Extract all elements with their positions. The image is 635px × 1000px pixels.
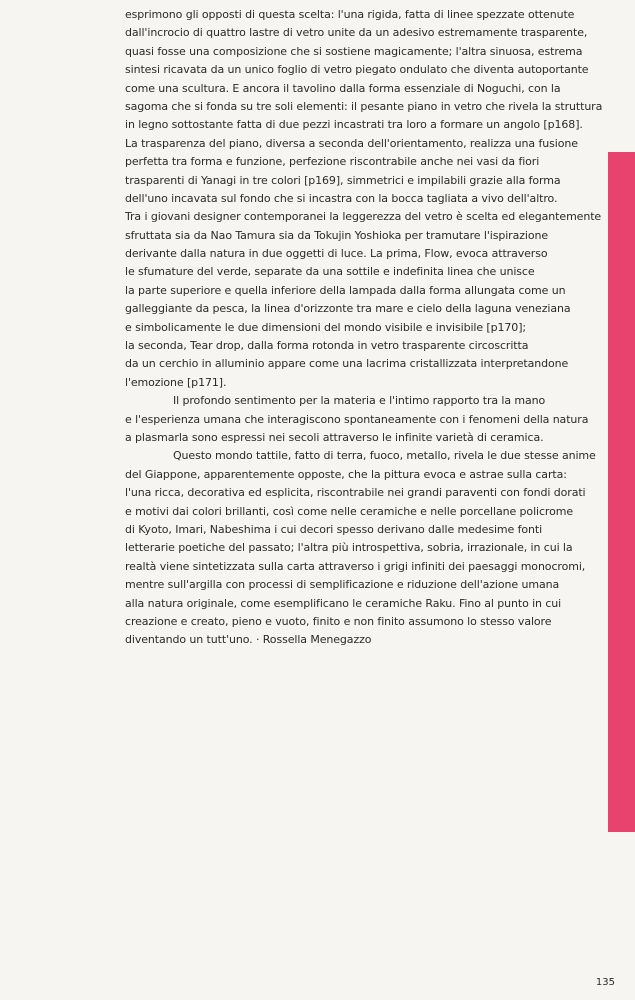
text-line: alla natura originale, come esemplificano le ceramiche Raku. Fino al punto in cui [125, 596, 562, 610]
text-line: da un cerchio in alluminio appare come una lacrima cristallizzata interpretandone [125, 357, 569, 371]
text-line: esprimono gli opposti di questa scelta: l'una rigida, fatta di linee spezzate ottenute [125, 8, 575, 21]
text-line: Tra i giovani designer contemporanei la leggerezza del vetro è scelta ed elegantemente [125, 210, 602, 224]
text-line: dell'uno incavata sul fondo che si incastra con la bocca tagliata a vivo dell'altro. [125, 191, 558, 205]
text-line: dall'incrocio di quattro lastre di vetro unite da un adesivo estremamente trasparente, [125, 26, 588, 40]
author-signature-line: diventando un tutt'uno. · Rossella Menegazzo [125, 633, 372, 647]
text-line: e l'esperienza umana che interagiscono spontaneamente con i fenomeni della natura [125, 412, 589, 426]
text-line: e motivi dai colori brillanti, così come nelle ceramiche e nelle porcellane policrome [125, 504, 574, 518]
paragraph-first-line: Il profondo sentimento per la materia e l'intimo rapporto tra la mano [173, 394, 546, 408]
text-line: la parte superiore e quella inferiore della lampada dalla forma allungata come un [125, 283, 566, 297]
text-line: sintesi ricavata da un unico foglio di vetro piegato ondulato che diventa autoportante [125, 63, 589, 77]
text-line: di Kyoto, Imari, Nabeshima i cui decori spesso derivano dalle medesime fonti [125, 522, 543, 536]
text-line: creazione e creato, pieno e vuoto, finito e non finito assumono lo stesso valore [125, 614, 552, 628]
pink-edge-strip [608, 152, 635, 832]
text-line: come una scultura. E ancora il tavolino dalla forma essenziale di Noguchi, con la [125, 81, 561, 95]
text-line: a plasmarla sono espressi nei secoli attraverso le infinite varietà di ceramica. [125, 430, 544, 444]
text-line: l'una ricca, decorativa ed esplicita, riscontrabile nei grandi paraventi con fondi dorati [125, 486, 586, 500]
text-line: e simbolicamente le due dimensioni del mondo visibile e invisibile [p170]; [125, 320, 526, 334]
text-line: la seconda, Tear drop, dalla forma rotonda in vetro trasparente circoscritta [125, 339, 529, 353]
text-line: realtà viene sintetizzata sulla carta attraverso i grigi infiniti dei paesaggi monocromi, [125, 559, 586, 573]
text-line: le sfumature del verde, separate da una sottile e indefinita linea che unisce [125, 265, 535, 279]
text-line: derivante dalla natura in due oggetti di luce. La prima, Flow, evoca attraverso [125, 247, 548, 261]
text-line: sagoma che si fonda su tre soli elementi: il pesante piano in vetro che rivela la struttura [125, 99, 603, 113]
text-line: sfruttata sia da Nao Tamura sia da Tokujin Yoshioka per tramutare l'ispirazione [125, 228, 549, 242]
text-line: letterarie poetiche del passato; l'altra più introspettiva, sobria, irrazionale, in cui la [125, 541, 573, 555]
paragraph-first-line: Questo mondo tattile, fatto di terra, fuoco, metallo, rivela le due stesse anime [173, 449, 596, 463]
page-number: 135 [595, 977, 615, 988]
text-line: l'emozione [p171]. [125, 375, 227, 389]
text-line: perfetta tra forma e funzione, perfezione riscontrabile anche nei vasi da fiori [125, 155, 540, 169]
text-line: trasparenti di Yanagi in tre colori [p169], simmetrici e impilabili grazie alla forma [125, 173, 561, 187]
text-line: La trasparenza del piano, diversa a seconda dell'orientamento, realizza una fusione [125, 136, 578, 150]
text-line: del Giappone, apparentemente opposte, che la pittura evoca e astrae sulla carta: [125, 467, 567, 481]
text-line: galleggiante da pesca, la linea d'orizzonte tra mare e cielo della laguna veneziana [125, 302, 571, 316]
text-line: mentre sull'argilla con processi di semplificazione e riduzione dell'azione umana [125, 578, 560, 592]
text-line: in legno sottostante fatta di due pezzi incastrati tra loro a formare un angolo [p168]. [125, 118, 583, 132]
text-line: quasi fosse una composizione che si sostiene magicamente; l'altra sinuosa, estrema [125, 44, 583, 58]
body-text [125, 6, 603, 650]
